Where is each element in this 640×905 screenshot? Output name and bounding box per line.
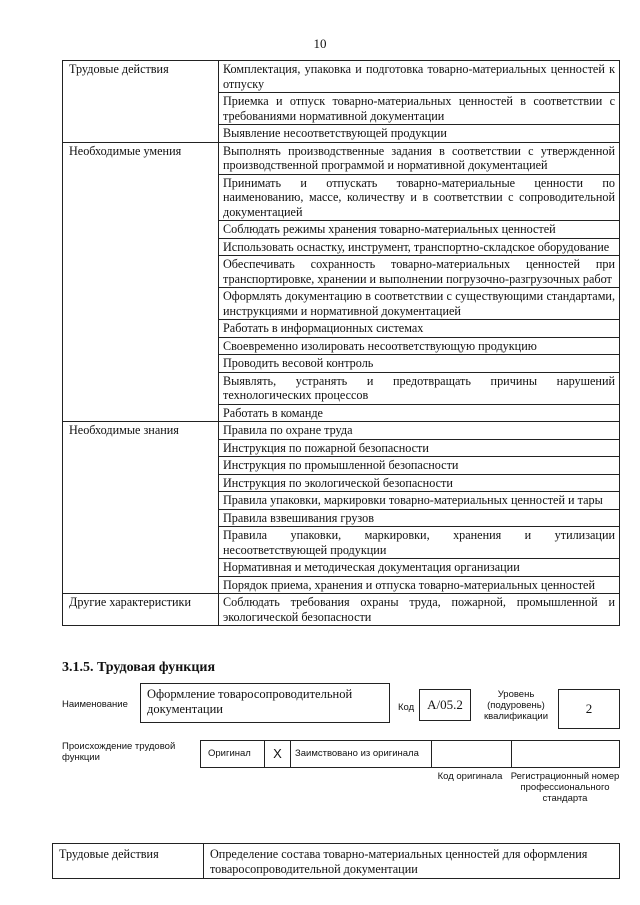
labor-actions-table: [52, 843, 620, 879]
row-item: Обеспечивать сохранность товарно-материальных ценностей при транспортировке, хранении и выполнении погрузочно-разгрузочных работ: [219, 256, 620, 288]
row-item: Правила по охране труда: [219, 422, 620, 440]
original-label: Оригинал: [201, 741, 265, 767]
code-original-label: Код оригинала: [437, 771, 503, 782]
origin-divider: [431, 741, 432, 767]
row-category: Трудовые действия: [53, 844, 204, 879]
row-item: Определение состава товарно-материальных ценностей для оформления товаросопроводительной документации: [204, 844, 620, 879]
qualification-level-box: 2: [558, 689, 620, 729]
row-item: Выявлять, устранять и предотвращать причины нарушений технологических процессов: [219, 372, 620, 404]
row-item: Правила упаковки, маркировки, хранения и утилизации несоответствующей продукции: [219, 527, 620, 559]
qualification-level-label: Уровень (подуровень) квалификации: [483, 689, 549, 722]
table-row: [63, 594, 620, 626]
row-item: Инструкция по экологической безопасности: [219, 474, 620, 492]
row-item: Порядок приема, хранения и отпуска товарно-материальных ценностей: [219, 576, 620, 594]
original-mark: X: [265, 741, 291, 767]
table-row: [63, 422, 620, 440]
table-row: [53, 844, 620, 879]
page-number: 10: [313, 36, 327, 51]
row-item: Комплектация, упаковка и подготовка товарно-материальных ценностей к отпуску: [219, 61, 620, 93]
row-item: Работать в информационных системах: [219, 320, 620, 338]
row-item: Инструкция по промышленной безопасности: [219, 457, 620, 475]
row-item: Приемка и отпуск товарно-материальных ценностей в соответствии с требованиями нормативной документации: [219, 93, 620, 125]
origin-box: [200, 740, 620, 768]
row-item: Нормативная и методическая документация организации: [219, 559, 620, 577]
row-item: Выявление несоответствующей продукции: [219, 125, 620, 143]
row-item: Работать в команде: [219, 404, 620, 422]
row-item: Проводить весовой контроль: [219, 355, 620, 373]
row-item: Соблюдать требования охраны труда, пожарной, промышленной и экологической безопасности: [219, 594, 620, 626]
table-row: [63, 61, 620, 93]
row-item: Принимать и отпускать товарно-материальные ценности по наименованию, массе, количеству и в соответствии с сопроводительной документацией: [219, 174, 620, 221]
requirements-table: [62, 60, 620, 626]
row-category: Другие характеристики: [63, 594, 219, 626]
function-code-box: A/05.2: [419, 689, 471, 721]
row-item: Правила взвешивания грузов: [219, 509, 620, 527]
row-item: Своевременно изолировать несоответствующую продукцию: [219, 337, 620, 355]
code-label: Код: [398, 702, 415, 713]
row-item: Оформлять документацию в соответствии с существующими стандартами, инструкциями и нормативной документацией: [219, 288, 620, 320]
name-label: Наименование: [62, 699, 128, 710]
table-row: [63, 142, 620, 174]
row-item: Инструкция по пожарной безопасности: [219, 439, 620, 457]
row-category: Трудовые действия: [63, 61, 219, 143]
row-item: Правила упаковки, маркировки товарно-материальных ценностей и тары: [219, 492, 620, 510]
row-item: Выполнять производственные задания в соответствии с утвержденной производственной программой и нормативной документацией: [219, 142, 620, 174]
row-category: Необходимые умения: [63, 142, 219, 422]
row-item: Соблюдать режимы хранения товарно-материальных ценностей: [219, 221, 620, 239]
borrowed-label: Заимствовано из оригинала: [295, 748, 419, 759]
row-item: Использовать оснастку, инструмент, транспортно-складское оборудование: [219, 238, 620, 256]
row-category: Необходимые знания: [63, 422, 219, 594]
function-name-box: Оформление товаросопроводительной документации: [140, 683, 390, 723]
origin-label: Происхождение трудовой функции: [62, 741, 176, 763]
section-title: 3.1.5. Трудовая функция: [62, 660, 216, 675]
origin-divider: [511, 741, 512, 767]
registration-number-label: Регистрационный номер профессионального стандарта: [510, 771, 620, 804]
